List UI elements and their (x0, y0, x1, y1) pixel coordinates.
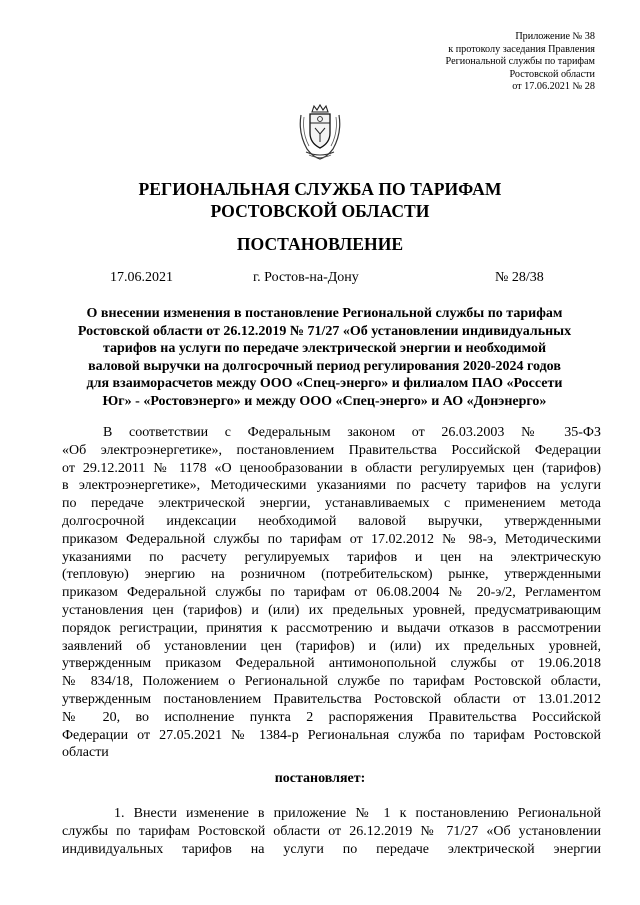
text-line: (тепловую) энергию на розничном (потребительском) рынке, утвержденными (62, 567, 601, 583)
title-line: тарифов на услуги по передаче электрической энергии и необходимой (102, 341, 547, 357)
text-line: области (62, 745, 109, 761)
organization-line: РЕГИОНАЛЬНАЯ СЛУЖБА ПО ТАРИФАМ (138, 179, 502, 199)
text-line: № 20, во исполнение пункта 2 распоряжения Правительства Российской (62, 709, 601, 725)
annex-line: Ростовской области (509, 68, 595, 80)
text-line: В соответствии с Федеральным законом от 26.03.2003 № 35-ФЗ (103, 425, 601, 440)
document-type: ПОСТАНОВЛЕНИЕ (236, 234, 404, 254)
text-line: приказом Федеральной службы по тарифам от 06.08.2004 № 20-э/2, Регламентом (62, 585, 601, 601)
annex-line: Приложение № 38 (515, 31, 595, 42)
text-line: индивидуальных тарифов на услуги по передаче электрической энергии (62, 841, 601, 857)
title-line: валовой выручки на долгосрочный период регулирования 2020-2024 годов (88, 358, 561, 374)
title-line: Ростовской области от 26.12.2019 № 71/27 «Об установлении индивидуальных (77, 323, 572, 339)
text-line: «Об электроэнергетике», постановлением Правительства Российской Федерации (62, 442, 601, 458)
coat-of-arms-icon (295, 103, 345, 161)
title-line: Юг» - «Ростовэнерго» и между ООО «Спец-энерго» и АО «Донэнерго» (102, 393, 547, 409)
text-line: порядок регистрации, принятия к рассмотрению и выдачи отказов в рассмотрении (62, 620, 601, 636)
text-line: указаниями по расчету регулируемых тарифов и цен на электрическую (62, 549, 601, 565)
text-line: от 29.12.2011 № 1178 «О ценообразовании в области регулируемых цен (тарифов) (62, 460, 601, 476)
annex-line: Региональной службы по тарифам (445, 56, 595, 68)
text-line: установления цен (тарифов) и (или) их предельных уровней, предусматривающим (62, 602, 601, 618)
text-line: приказом Федеральной службы по тарифам от 17.02.2012 № 98-э, Методическими (62, 531, 601, 547)
annex-note (446, 31, 595, 94)
annex-line: от 17.06.2021 № 28 (512, 81, 595, 93)
organization-name (0, 178, 640, 222)
text-line: службы по тарифам Ростовской области от 26.12.2019 № 71/27 «Об установлении (62, 823, 601, 839)
text-line: утвержденным приказом Федеральной антимонопольной службы от 19.06.2018 (62, 656, 601, 672)
text-line: по передаче электрической энергии, устанавливаемых с применением метода (62, 496, 601, 512)
title-line: О внесении изменения в постановление Региональной службы по тарифам (86, 306, 563, 321)
text-line: утвержденным постановлением Правительства Ростовской области от 13.01.2012 (62, 691, 601, 707)
document-place: г. Ростов-на-Дону (253, 270, 359, 285)
resolves-heading: постановляет: (274, 771, 366, 786)
organization-line: РОСТОВСКОЙ ОБЛАСТИ (210, 201, 430, 221)
title-line: для взаиморасчетов между ООО «Спец-энерго» и филиалом ПАО «Россети (86, 376, 563, 392)
preamble-paragraph (62, 424, 601, 762)
document-number: № 28/38 (495, 270, 544, 285)
text-line: 1. Внести изменение в приложение № 1 к постановлению Региональной (114, 806, 601, 821)
text-line: заявлений об установлении цен (тарифов) и (или) их предельных уровней, (62, 638, 601, 654)
text-line: № 834/18, Положением о Региональной службе по тарифам Ростовской области, (62, 674, 601, 690)
annex-line: к протоколу заседания Правления (448, 43, 595, 55)
document-date: 17.06.2021 (110, 270, 173, 285)
text-line: долгосрочной индексации необходимой валовой выручки, утвержденными (62, 513, 601, 529)
document-title (62, 305, 587, 411)
item-1-paragraph (62, 805, 601, 858)
text-line: в электроэнергетике», Методическими указаниями по расчету тарифов на услуги (62, 478, 601, 494)
text-line: Федерации от 27.05.2021 № 1384-р Региональная служба по тарифам Ростовской (62, 727, 601, 743)
